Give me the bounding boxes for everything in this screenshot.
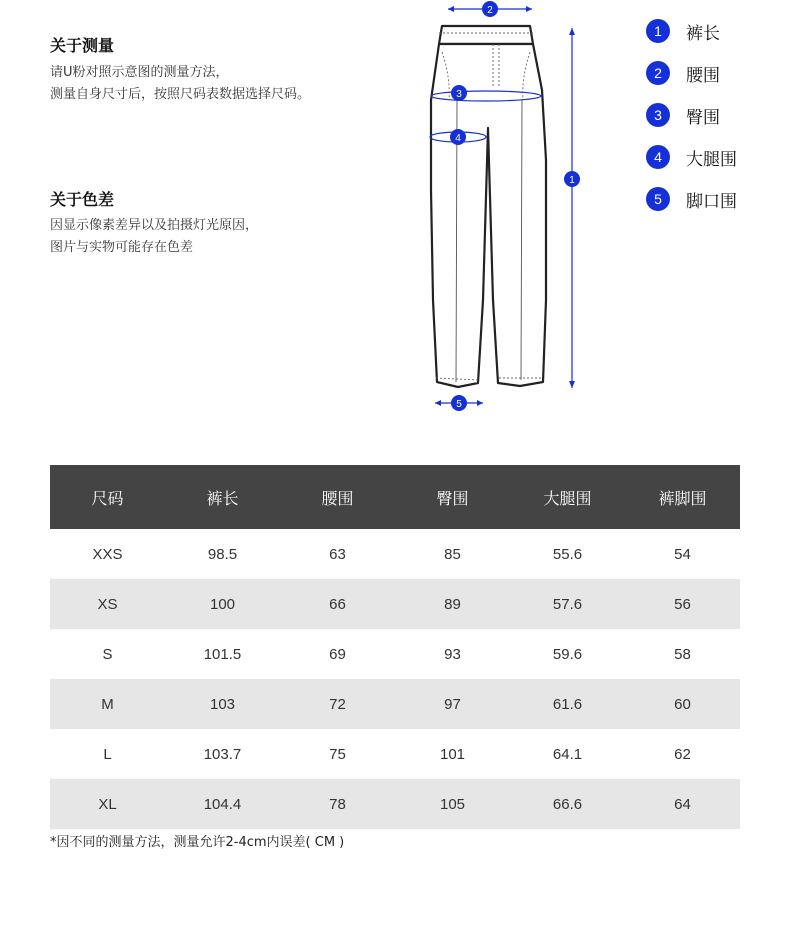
number-4-icon: 4	[646, 145, 670, 169]
header-waist: 腰围	[280, 465, 395, 529]
marker-3-icon	[451, 85, 467, 101]
legend-label: 裤长	[686, 23, 720, 44]
table-row	[50, 579, 740, 629]
number-2-icon: 2	[646, 61, 670, 85]
table-cell: 103	[165, 679, 280, 729]
table-cell: 54	[674, 545, 691, 563]
table-cell: 61.6	[510, 679, 625, 729]
header-hem: 裤脚围	[625, 465, 740, 529]
header-length: 裤长	[165, 465, 280, 529]
table-cell: 75	[329, 745, 346, 763]
legend-label: 腰围	[686, 65, 720, 86]
table-cell: 72	[280, 679, 395, 729]
table-cell: 57.6	[510, 579, 625, 629]
table-cell: 69	[329, 645, 346, 663]
table-cell: 85	[444, 545, 461, 563]
color-heading: 关于色差	[50, 190, 115, 209]
trousers-diagram	[420, 0, 600, 420]
color-line-1: 因显示像素差异以及拍摄灯光原因，	[50, 218, 259, 233]
number-1-icon: 1	[646, 19, 670, 43]
table-cell: 66	[280, 579, 395, 629]
legend-label: 脚口围	[686, 191, 737, 212]
table-cell: 66.6	[510, 779, 625, 829]
table-cell: 101.5	[203, 645, 242, 663]
table-cell: 97	[395, 679, 510, 729]
table-row	[50, 779, 740, 829]
legend-item-hip	[646, 94, 737, 136]
legend-label: 臀围	[686, 107, 720, 128]
table-cell: 56	[625, 579, 740, 629]
table-cell: 101	[439, 745, 466, 763]
number-5-icon: 5	[646, 187, 670, 211]
legend-item-thigh	[646, 136, 737, 178]
table-cell: 89	[395, 579, 510, 629]
table-cell: 103.7	[203, 745, 242, 763]
table-row	[50, 529, 740, 579]
legend-item-waist	[646, 52, 737, 94]
table-cell: 93	[444, 645, 461, 663]
table-cell: 64.1	[552, 745, 583, 763]
table-cell: 78	[280, 779, 395, 829]
color-line-2: 图片与实物可能存在色差	[50, 240, 194, 255]
table-cell: XS	[50, 579, 165, 629]
color-description	[50, 215, 258, 259]
table-cell: 60	[625, 679, 740, 729]
table-cell: 63	[329, 545, 346, 563]
table-cell: 59.6	[552, 645, 583, 663]
table-row	[50, 729, 740, 779]
svg-text:3: 3	[456, 89, 462, 100]
legend-item-hem	[646, 178, 737, 220]
measure-heading: 关于测量	[50, 36, 115, 55]
table-cell: S	[102, 645, 113, 663]
table-cell: XL	[50, 779, 165, 829]
marker-2-icon	[482, 1, 498, 17]
table-cell: 58	[674, 645, 691, 663]
legend-label: 大腿围	[686, 149, 737, 170]
header-thigh: 大腿围	[510, 465, 625, 529]
table-row	[50, 629, 740, 679]
table-cell: XXS	[92, 545, 123, 563]
table-cell: 100	[165, 579, 280, 629]
marker-4-icon	[450, 129, 466, 145]
svg-text:1: 1	[569, 175, 575, 186]
footnote: *因不同的测量方法，测量允许2-4cm内误差( CM )	[50, 835, 345, 850]
marker-1-icon	[564, 171, 580, 187]
svg-text:5: 5	[456, 399, 462, 410]
measure-description	[50, 62, 310, 106]
table-cell: L	[103, 745, 112, 763]
table-cell: 105	[395, 779, 510, 829]
svg-text:4: 4	[455, 133, 461, 144]
table-cell: 104.4	[165, 779, 280, 829]
measure-line-2: 测量自身尺寸后，按照尺码表数据选择尺码。	[50, 87, 311, 102]
marker-5-icon	[451, 395, 467, 411]
header-hip: 臀围	[395, 465, 510, 529]
table-header-row	[50, 465, 740, 529]
measure-line-1: 请U粉对照示意图的测量方法，	[50, 65, 229, 80]
header-size: 尺码	[50, 465, 165, 529]
table-cell: 55.6	[552, 545, 583, 563]
size-table	[50, 465, 740, 829]
table-cell: 62	[674, 745, 691, 763]
number-3-icon: 3	[646, 103, 670, 127]
table-cell: 64	[625, 779, 740, 829]
table-cell: 98.5	[207, 545, 238, 563]
table-row	[50, 679, 740, 729]
measurement-legend	[646, 10, 737, 220]
table-cell: M	[50, 679, 165, 729]
legend-item-length	[646, 10, 737, 52]
svg-text:2: 2	[487, 5, 493, 16]
